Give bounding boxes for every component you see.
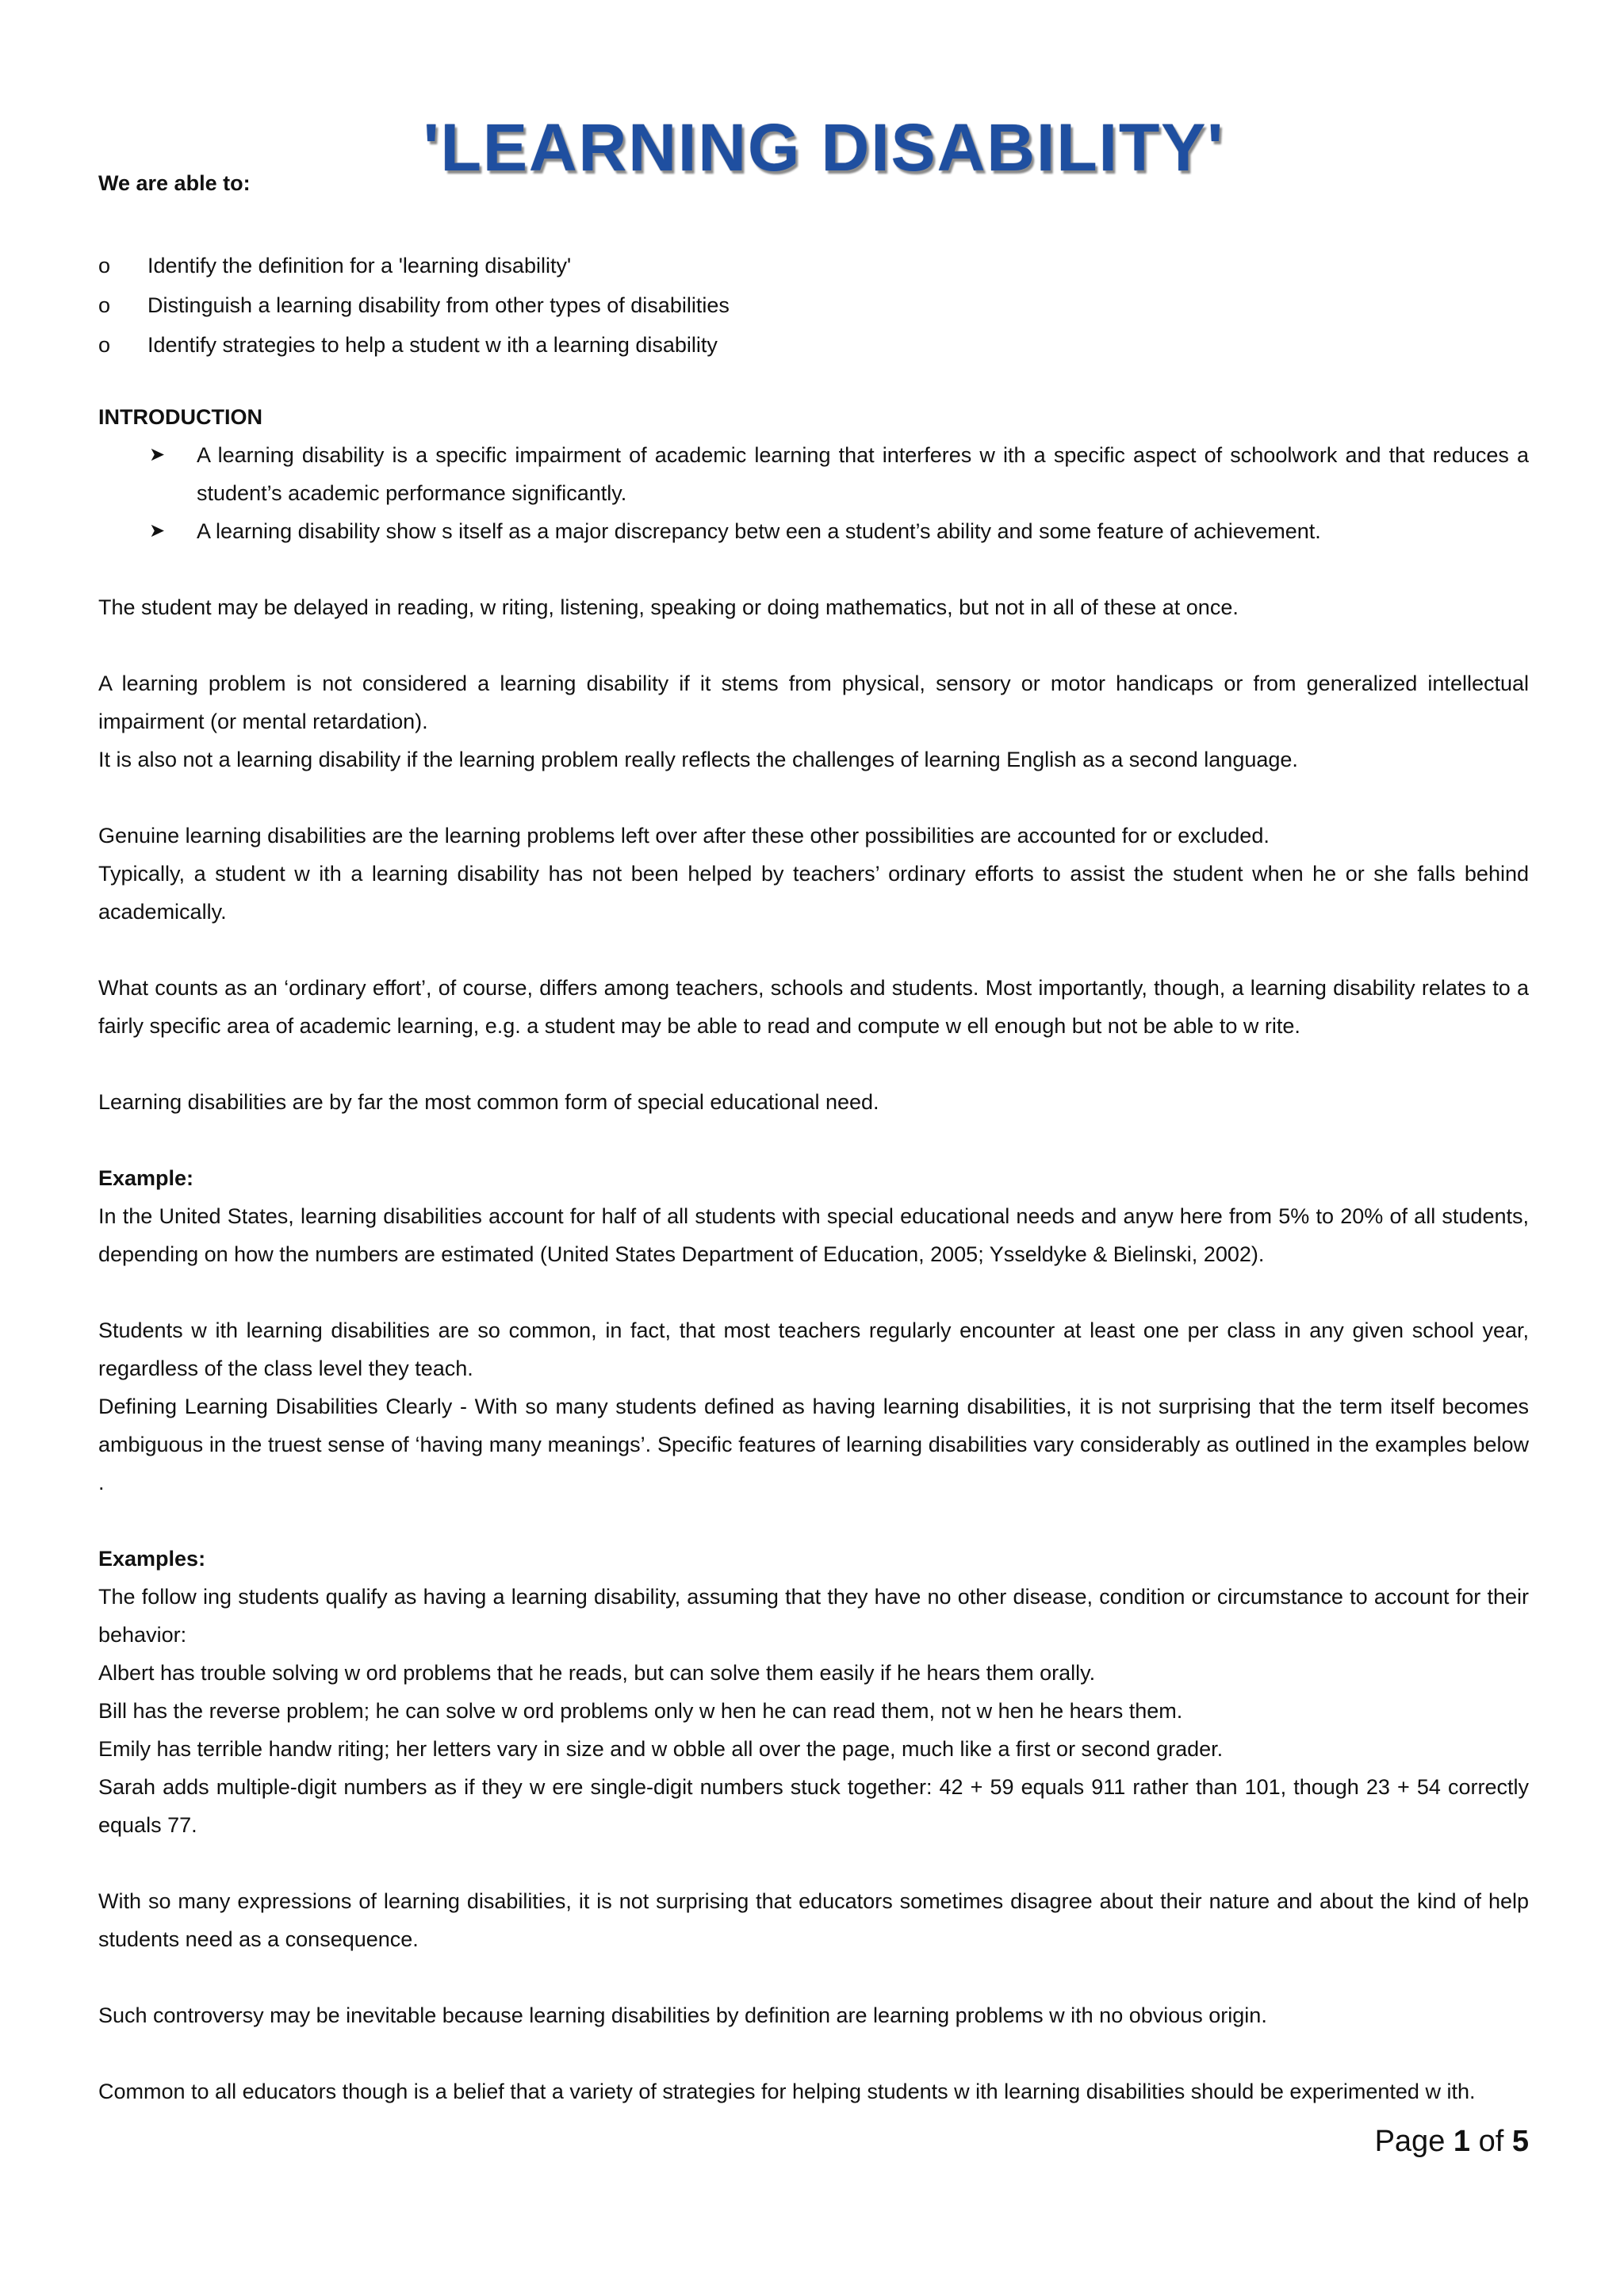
intro-bullet: ➤ A learning disability is a specific impairment of academic learning that interferes w ith a specific aspect of schoolwork and that reduces a student’s academic performance significantly. — [98, 436, 1529, 512]
circle-bullet-icon: o — [98, 254, 111, 277]
circle-bullet-icon: o — [98, 333, 111, 357]
paragraph: With so many expressions of learning disabilities, it is not surprising that educators sometimes disagree about their nature and about the kind of help students need as a consequence. — [98, 1889, 1529, 1951]
introduction-heading: INTRODUCTION — [98, 405, 262, 429]
example-student: Emily has terrible handw riting; her letters vary in size and w obble all over the page, much like a first or second grader. — [98, 1737, 1224, 1761]
example-heading: Example: — [98, 1166, 194, 1190]
example-student: Sarah adds multiple-digit numbers as if they w ere single-digit numbers stuck together: 42 + 59 equals 911 rather than 101, though 23 + 54 correctly equals 77. — [98, 1775, 1529, 1837]
circle-bullet-icon: o — [98, 293, 111, 317]
arrowhead-bullet-icon: ➤ — [149, 520, 166, 541]
arrowhead-bullet-icon: ➤ — [149, 444, 166, 465]
paragraph: Such controversy may be inevitable because learning disabilities by definition are learning problems w ith no obvious origin. — [98, 2003, 1267, 2027]
objective-item: o Identify strategies to help a student w ith a learning disability — [98, 325, 1529, 365]
example-text: In the United States, learning disabilities account for half of all students with special educational needs and anyw here from 5% to 20% of all students, depending on how the numbers are estimated (United States Department of Education, 2005; Ysseldyke & Bielinski, 2002). — [98, 1204, 1529, 1266]
document-page — [98, 0, 1529, 2296]
paragraph: It is also not a learning disability if the learning problem really reflects the challenges of learning English as a second language. — [98, 748, 1298, 771]
paragraph: What counts as an ‘ordinary effort’, of course, differs among teachers, schools and students. Most importantly, though, a learning disability relates to a fairly specific area of academic learning, e.g. a student may be able to read and compute w ell enough but not be able to w rite. — [98, 976, 1529, 1038]
objectives-list — [98, 246, 1529, 365]
paragraph: Genuine learning disabilities are the learning problems left over after these other possibilities are accounted for or excluded. — [98, 824, 1270, 848]
intro-bullet: ➤ A learning disability show s itself as a major discrepancy betw een a student’s ability and some feature of achievement. — [98, 512, 1529, 550]
example-student: Albert has trouble solving w ord problems that he reads, but can solve them easily if he hears them orally. — [98, 1661, 1096, 1685]
objective-item: o Distinguish a learning disability from other types of disabilities — [98, 285, 1529, 325]
objective-item: o Identify the definition for a 'learning disability' — [98, 246, 1529, 285]
examples-intro: The follow ing students qualify as having a learning disability, assuming that they have no other disease, condition or circumstance to account for their behavior: — [98, 1585, 1529, 1647]
paragraph: Common to all educators though is a belief that a variety of strategies for helping students w ith learning disabilities should be experimented w ith. — [98, 2080, 1476, 2103]
example-student: Bill has the reverse problem; he can solve w ord problems only w hen he can read them, not w hen he hears them. — [98, 1699, 1183, 1723]
paragraph: Students w ith learning disabilities are so common, in fact, that most teachers regularly encounter at least one per class in any given school year, regardless of the class level they teach. — [98, 1318, 1529, 1380]
paragraph: The student may be delayed in reading, w riting, listening, speaking or doing mathematics, but not in all of these at once. — [98, 595, 1239, 619]
page-number: Page 1 of 5 — [1374, 2125, 1529, 2158]
total-pages: 5 — [1511, 2125, 1529, 2158]
document-body — [98, 246, 1529, 2110]
examples-heading: Examples: — [98, 1547, 206, 1571]
document-title: 'LEARNING DISABILITY' — [423, 110, 1225, 185]
paragraph: A learning problem is not considered a learning disability if it stems from physical, sensory or motor handicaps or from generalized intellectual impairment (or mental retardation). — [98, 672, 1529, 733]
current-page: 1 — [1453, 2125, 1471, 2158]
objectives-lead: We are able to: — [98, 171, 251, 195]
paragraph: Learning disabilities are by far the most common form of special educational need. — [98, 1090, 879, 1114]
paragraph: Defining Learning Disabilities Clearly - With so many students defined as having learning disabilities, it is not surprising that the term itself becomes ambiguous in the truest sense of ‘having many meanings’. Specific features of learning disabilities vary considerably as outlined in the examples below . — [98, 1395, 1529, 1494]
paragraph: Typically, a student w ith a learning disability has not been helped by teachers’ ordinary efforts to assist the student when he or she falls behind academically. — [98, 862, 1529, 924]
